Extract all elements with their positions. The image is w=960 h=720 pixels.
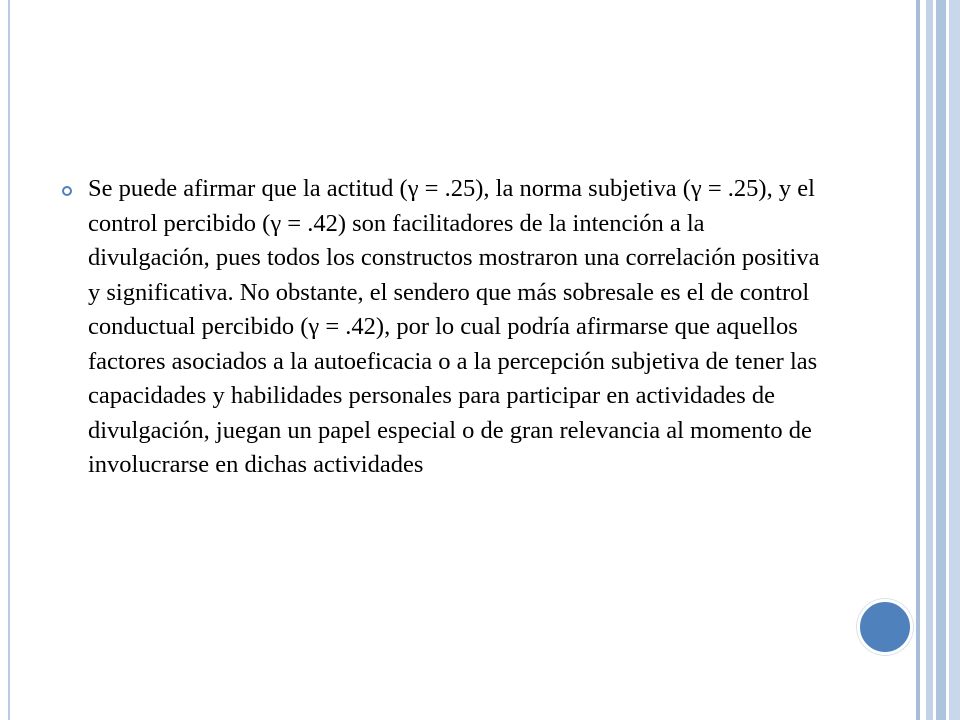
right-decor-band [926, 0, 933, 720]
slide-body [58, 172, 838, 483]
bullet-item [58, 172, 838, 483]
left-frame-line [8, 0, 10, 720]
ring-bullet-icon [62, 186, 72, 196]
bullet-text: Se puede afirmar que la actitud (γ = .25), la norma subjetiva (γ = .25), y el control percibido (γ = .42) son facilitadores de la intención a la divulgación, pues todos los constructos mostraron una correlación positiva y significativa. No obstante, el sendero que más sobresale es el de control conductual percibido (γ = .42), por lo cual podría afirmarse que aquellos factores asociados a la autoeficacia o a la percepción subjetiva de tener las capacidades y habilidades personales para participar en actividades de divulgación, juegan un papel especial o de gran relevancia al momento de involucrarse en dichas actividades [88, 175, 820, 478]
right-decor-band [936, 0, 946, 720]
circle-decoration-icon [857, 599, 913, 655]
right-decor-band [949, 0, 960, 720]
